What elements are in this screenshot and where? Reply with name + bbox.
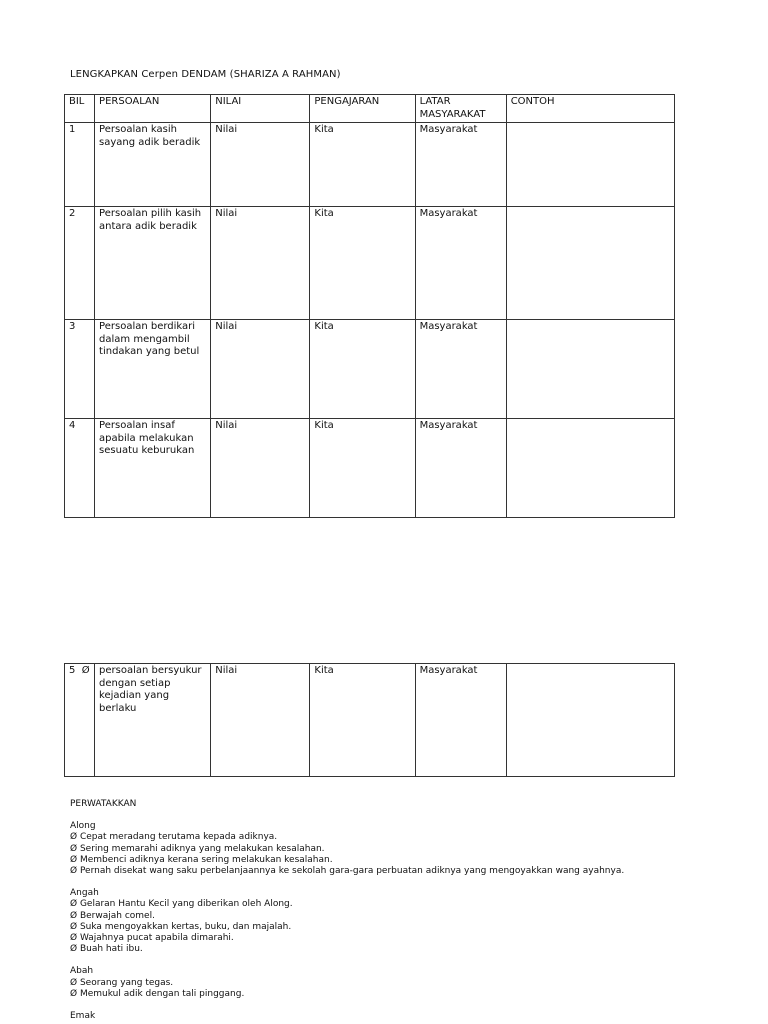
header-nilai: NILAI (211, 95, 310, 123)
cell-nilai: Nilai (211, 123, 310, 207)
table-row (65, 123, 675, 207)
cell-latar: Masyarakat (415, 664, 506, 777)
cell-latar: Masyarakat (415, 419, 506, 518)
cell-contoh (506, 664, 674, 777)
trait-item: Ø Suka mengoyakkan kertas, buku, dan majalah. (70, 921, 292, 932)
cell-pengajaran: Kita (310, 419, 415, 518)
header-contoh: CONTOH (506, 95, 674, 123)
characterization-section (70, 799, 624, 1022)
cell-persoalan: Persoalan insaf apabila melakukan sesuatu keburukan (95, 419, 211, 518)
header-pengajaran: PENGAJARAN (310, 95, 415, 123)
trait-item: Ø Wajahnya pucat apabila dimarahi. (70, 933, 234, 944)
trait-item: Ø Berwajah comel. (70, 910, 155, 921)
cell-nilai: Nilai (211, 419, 310, 518)
cell-pengajaran: Kita (310, 320, 415, 419)
cell-bil: 2 (65, 207, 95, 320)
table-row (65, 320, 675, 419)
trait-item: Ø Sering memarahi adiknya yang melakukan kesalahan. (70, 843, 325, 854)
trait-item: Ø Cepat meradang terutama kepada adiknya. (70, 832, 278, 843)
section-heading: PERWATAKKAN (70, 799, 137, 809)
cell-persoalan: Persoalan pilih kasih antara adik beradik (95, 207, 211, 320)
cell-contoh (506, 207, 674, 320)
cell-latar: Masyarakat (415, 207, 506, 320)
table-row (65, 207, 675, 320)
cell-bil: 3 (65, 320, 95, 419)
trait-item: Ø Gelaran Hantu Kecil yang diberikan oleh Along. (70, 899, 293, 910)
cell-pengajaran: Kita (310, 123, 415, 207)
issues-table-continued (64, 663, 675, 777)
table-row (65, 419, 675, 518)
cell-latar: Masyarakat (415, 123, 506, 207)
cell-persoalan: persoalan bersyukur dengan setiap kejadian yang berlaku (95, 664, 211, 777)
header-persoalan: PERSOALAN (95, 95, 211, 123)
cell-nilai: Nilai (211, 664, 310, 777)
character-name: Angah (70, 888, 99, 899)
cell-nilai: Nilai (211, 207, 310, 320)
header-bil: BIL (65, 95, 95, 123)
trait-item: Ø Membenci adiknya kerana sering melakukan kesalahan. (70, 854, 333, 865)
trait-item: Ø Seorang yang tegas. (70, 977, 174, 988)
trait-item: Ø Pernah disekat wang saku perbelanjaannya ke sekolah gara-gara perbuatan adiknya yang mengoyakkan wang ayahnya. (70, 866, 625, 877)
table-row (65, 664, 675, 777)
cell-persoalan: Persoalan kasih sayang adik beradik (95, 123, 211, 207)
cell-contoh (506, 419, 674, 518)
cell-bil: 5 Ø (65, 664, 95, 777)
character-name: Along (70, 821, 96, 832)
cell-persoalan: Persoalan berdikari dalam mengambil tindakan yang betul (95, 320, 211, 419)
cell-contoh (506, 320, 674, 419)
page-title: LENGKAPKAN Cerpen DENDAM (SHARIZA A RAHMAN) (70, 69, 341, 80)
cell-contoh (506, 123, 674, 207)
cell-pengajaran: Kita (310, 207, 415, 320)
cell-pengajaran: Kita (310, 664, 415, 777)
trait-item: Ø Memukul adik dengan tali pinggang. (70, 988, 245, 999)
header-latar: LATAR MASYARAKAT (415, 95, 506, 123)
trait-item: Ø Buah hati ibu. (70, 944, 143, 955)
cell-bil: 1 (65, 123, 95, 207)
cell-nilai: Nilai (211, 320, 310, 419)
issues-table (64, 94, 675, 518)
table-header-row (65, 95, 675, 123)
character-name: Emak (70, 1011, 96, 1022)
character-name: Abah (70, 966, 94, 977)
cell-latar: Masyarakat (415, 320, 506, 419)
cell-bil: 4 (65, 419, 95, 518)
